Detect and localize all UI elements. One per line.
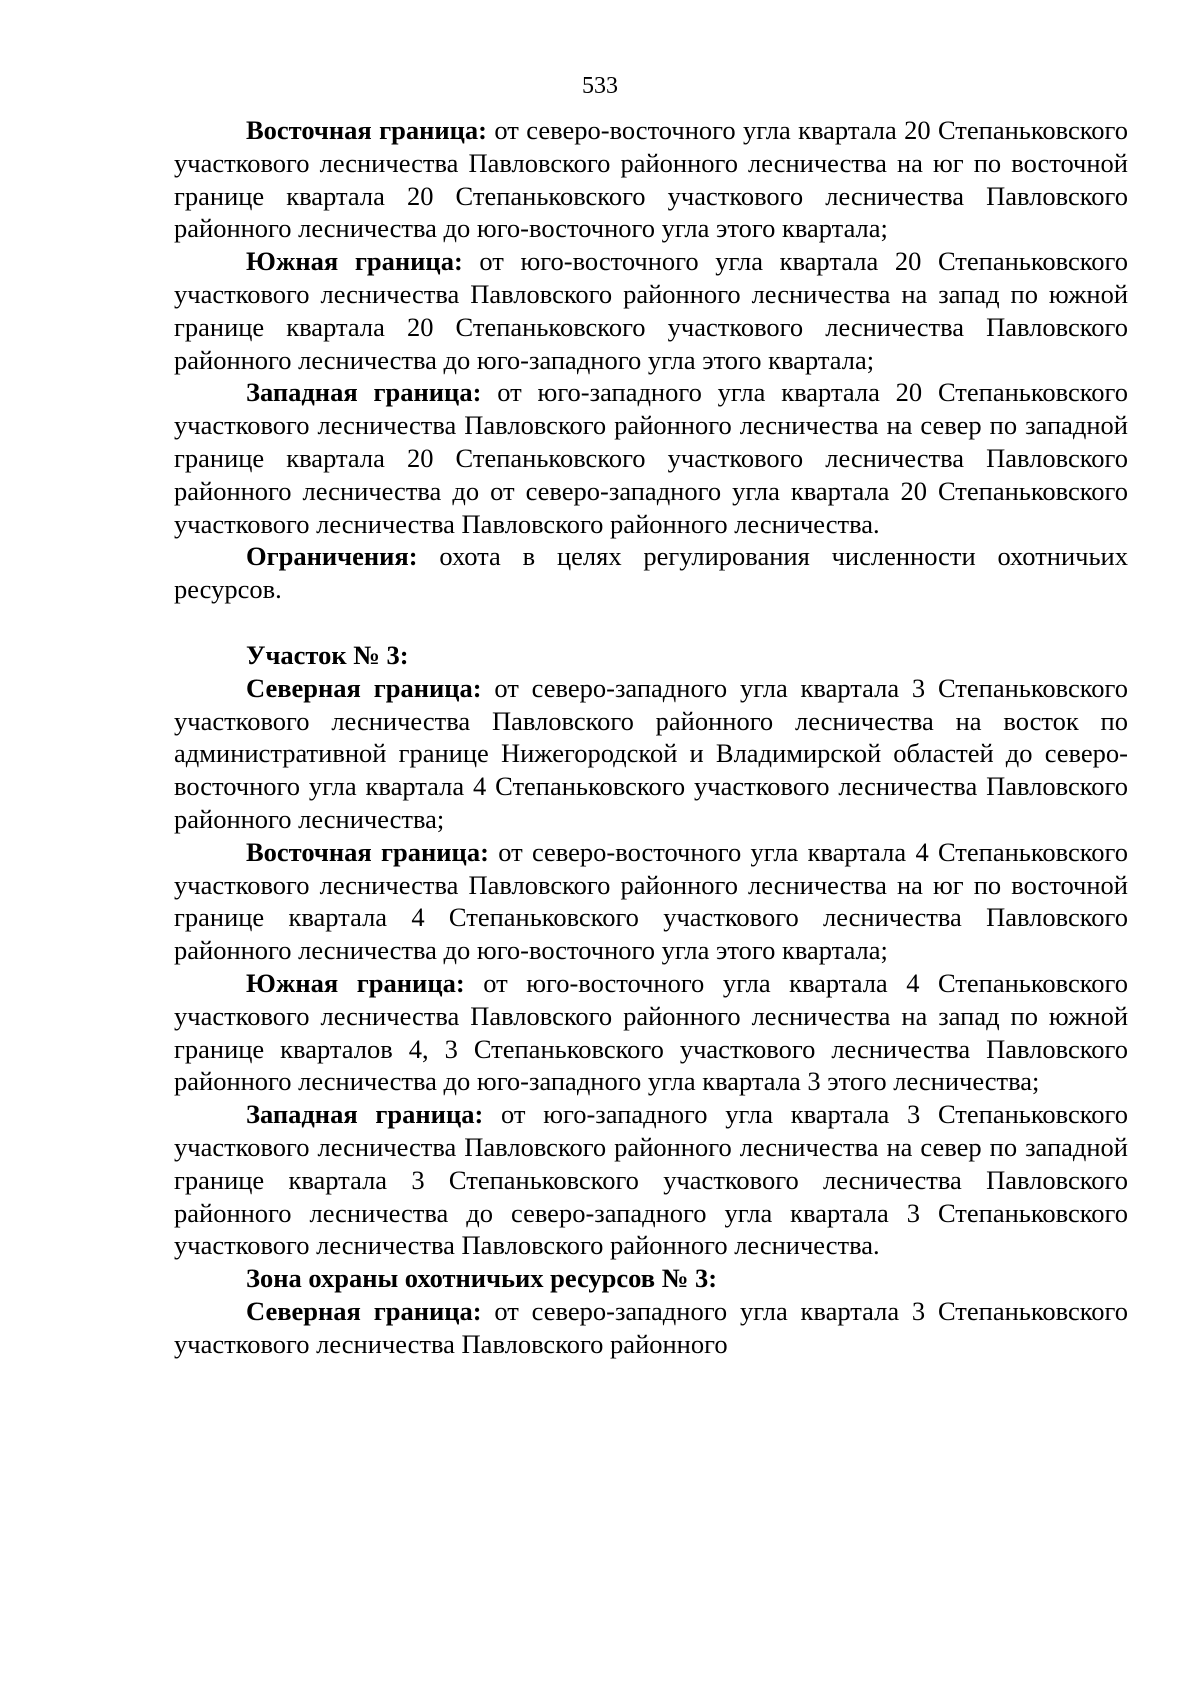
paragraph-label: Северная граница: bbox=[246, 1295, 482, 1326]
paragraph-text: от северо-восточного угла квартала 20 Степаньковского участкового лесничества Павловского районного лесничества на юг по восточной границе квартала 20 Степаньковского участкового лесничества Павловского районного лесничества до юго-восточного угла этого квартала; bbox=[174, 115, 1128, 244]
paragraph-spacer bbox=[174, 606, 1128, 639]
paragraph-label: Восточная граница: bbox=[246, 115, 488, 145]
document-body bbox=[174, 114, 1128, 1360]
paragraph-west-boundary-area-2 bbox=[174, 376, 1128, 540]
paragraph-text: от юго-восточного угла квартала 4 Степаньковского участкового лесничества Павловского районного лесничества на запад по южной границе кварталов 4, 3 Степаньковского участкового лесничества Павловского районного лесничества до юго-западного угла квартала 3 этого лесничества; bbox=[174, 967, 1128, 1097]
paragraph-text: от северо-западного угла квартала 3 Степаньковского участкового лесничества Павловского районного лесничества на восток по административной границе Нижегородской и Владимирской областей до северо-восточного угла квартала 4 Степаньковского участкового лесничества Павловского районного лесничества; bbox=[174, 672, 1128, 834]
page-number: 533 bbox=[582, 73, 618, 99]
paragraph-east-boundary-area-2 bbox=[174, 114, 1128, 245]
paragraph-text: от юго-западного угла квартала 20 Степаньковского участкового лесничества Павловского районного лесничества на север по западной границе квартала 20 Степаньковского участкового лесничества Павловского районного лесничества до от северо-западного угла квартала 20 Степаньковского участкового лесничества Павловского районного лесничества. bbox=[174, 377, 1128, 539]
paragraph-label: Западная граница: bbox=[246, 377, 482, 408]
paragraph-text: от северо-восточного угла квартала 4 Степаньковского участкового лесничества Павловского районного лесничества на юг по восточной границе квартала 4 Степаньковского участкового лесничества Павловского районного лесничества до юго-восточного угла этого квартала; bbox=[174, 836, 1128, 966]
paragraph-label: Ограничения: bbox=[246, 541, 418, 572]
paragraph-label: Северная граница: bbox=[246, 672, 482, 703]
paragraph-text: от юго-западного угла квартала 3 Степаньковского участкового лесничества Павловского районного лесничества на север по западной границе квартала 3 Степаньковского участкового лесничества Павловского районного лесничества до северо-западного угла квартала 3 Степаньковского участкового лесничества Павловского районного лесничества. bbox=[174, 1099, 1128, 1261]
paragraph-label: Восточная граница: bbox=[246, 836, 489, 867]
paragraph-restrictions bbox=[174, 540, 1128, 606]
paragraph-label: Западная граница: bbox=[246, 1099, 484, 1130]
section-heading-area-3: Участок № 3: bbox=[246, 639, 409, 670]
section-heading-protection-zone-3: Зона охраны охотничьих ресурсов № 3: bbox=[246, 1263, 718, 1294]
paragraph-north-boundary-zone-3 bbox=[174, 1295, 1128, 1361]
paragraph-label: Южная граница: bbox=[246, 246, 463, 277]
paragraph-west-boundary-area-3 bbox=[174, 1098, 1128, 1262]
paragraph-text: от северо-западного угла квартала 3 Степаньковского участкового лесничества Павловского районного bbox=[174, 1295, 1128, 1359]
paragraph-east-boundary-area-3 bbox=[174, 836, 1128, 967]
paragraph-text: от юго-восточного угла квартала 20 Степаньковского участкового лесничества Павловского районного лесничества на запад по южной границе квартала 20 Степаньковского участкового лесничества Павловского районного лесничества до юго-западного угла этого квартала; bbox=[174, 246, 1128, 375]
paragraph-south-boundary-area-3 bbox=[174, 967, 1128, 1098]
paragraph-north-boundary-area-3 bbox=[174, 672, 1128, 836]
paragraph-text: охота в целях регулирования численности охотничьих ресурсов. bbox=[174, 541, 1128, 605]
paragraph-south-boundary-area-2 bbox=[174, 245, 1128, 376]
paragraph-label: Южная граница: bbox=[246, 967, 465, 998]
